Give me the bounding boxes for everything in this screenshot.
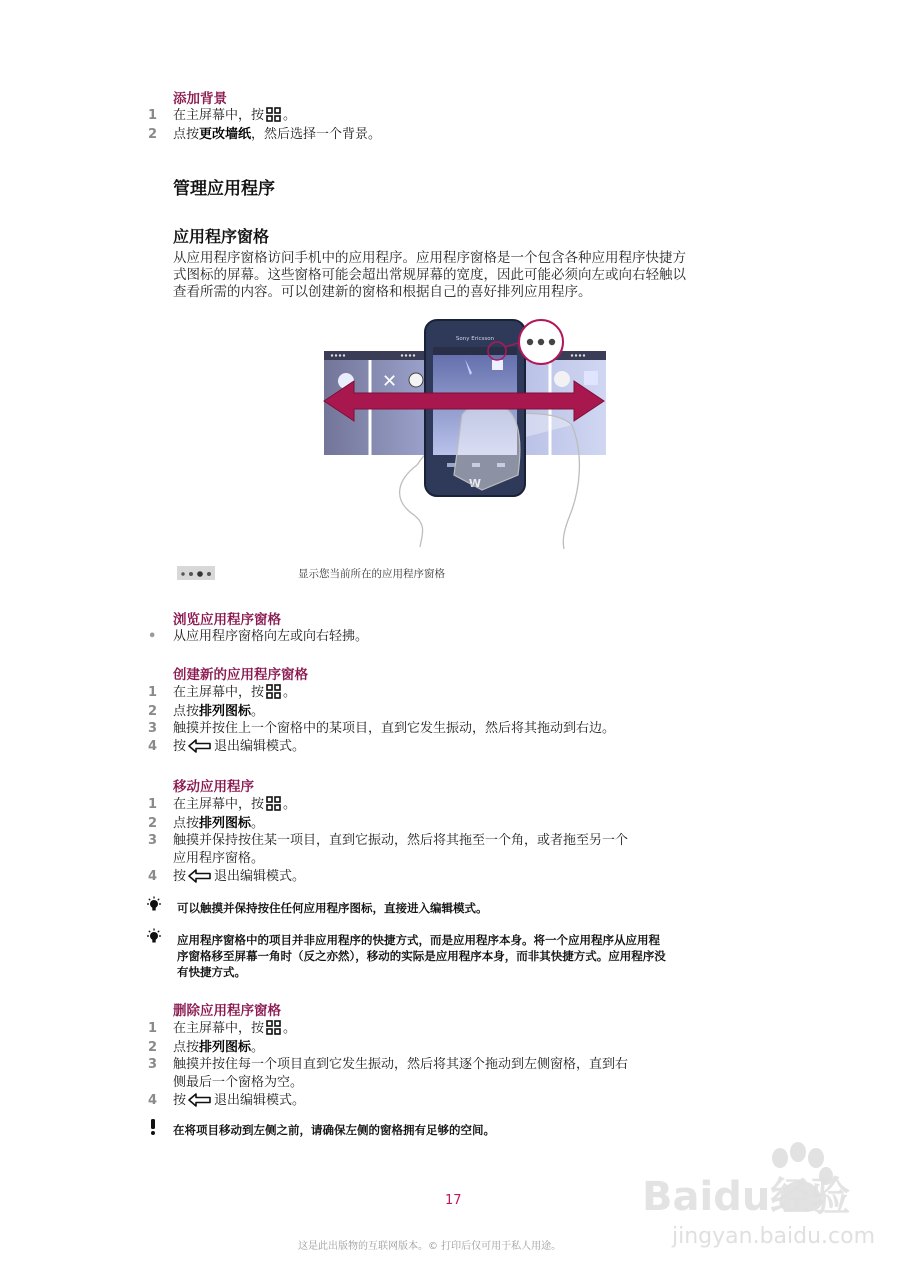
step-number: 3 (148, 833, 158, 848)
step-text: 点按排列图标。 (173, 1040, 265, 1055)
step-text: 点按排列图标。 (173, 816, 265, 831)
step-number: 1 (148, 1021, 158, 1036)
step-number: 2 (148, 1040, 158, 1055)
intro-paragraph: 从应用程序窗格访问手机中的应用程序。应用程序窗格是一个包含各种应用程序快捷方 式图标的屏幕。这些窗格可能会超出常规屏幕的宽度，因此可能必须向左或向右轻触以 查看所需的内容。可以创建新的窗格和根据自己的喜好排列应用程序。 (173, 250, 686, 300)
step-text: 触摸并保持按住某一项目，直到它振动，然后将其拖至一个角，或者拖至另一个 应用程序窗格。 (173, 833, 629, 866)
grid-menu-icon (266, 107, 281, 128)
ui-term: 排列图标 (199, 816, 252, 831)
chapter-title: 管理应用程序 (173, 179, 275, 199)
step-number: 1 (148, 797, 158, 812)
section-heading-move: 移动应用程序 (173, 779, 254, 795)
tip-text: 应用程序窗格中的项目并非应用程序的快捷方式，而是应用程序本身。将一个应用程序从应用程 序窗格移至屏幕一角时（反之亦然），移动的实际是应用程序本身，而非其快捷方式。应用程序没 有快捷方式。 (177, 933, 666, 979)
step-text: 在主屏幕中，按 。 (173, 684, 296, 705)
grid-menu-icon (266, 1020, 281, 1041)
phone-brand: Sony Ericsson (455, 336, 495, 342)
step-text: 点按排列图标。 (173, 704, 265, 719)
tip-lightbulb-icon (145, 896, 163, 918)
step-text: 按 退出编辑模式。 (173, 868, 305, 889)
section-heading-create: 创建新的应用程序窗格 (173, 667, 308, 683)
step-text: 在主屏幕中，按 。 (173, 796, 296, 817)
pane-indicator-icon (177, 566, 215, 580)
step-number: 3 (148, 721, 158, 736)
bullet-text: 从应用程序窗格向左或向右轻拂。 (173, 629, 369, 644)
tip-text: 可以触摸并保持按住任何应用程序图标，直接进入编辑模式。 (177, 901, 488, 915)
app-panes-illustration (322, 315, 607, 550)
warning-exclamation-icon (148, 1118, 158, 1140)
step-text: 在主屏幕中，按 。 (173, 1020, 296, 1041)
step-text: 按 退出编辑模式。 (173, 1092, 305, 1113)
baidu-watermark-logo (640, 1140, 890, 1265)
step-number: 4 (148, 1093, 158, 1108)
legend-caption: 显示您当前所在的应用程序窗格 (298, 568, 445, 580)
phone-logo: W (468, 477, 482, 490)
step-number: 2 (148, 816, 158, 831)
ui-term: 排列图标 (199, 1040, 252, 1055)
step-text: 点按更改墙纸，然后选择一个背景。 (173, 127, 382, 142)
back-arrow-icon (188, 1093, 212, 1113)
subchapter-title: 应用程序窗格 (173, 227, 270, 246)
grid-menu-icon (266, 684, 281, 705)
back-arrow-icon (188, 739, 212, 759)
footer-notice: 这是此出版物的互联网版本。© 打印后仅可用于私人用途。 (298, 1241, 562, 1252)
svg-text:✕: ✕ (382, 371, 398, 392)
section-heading-browse: 浏览应用程序窗格 (173, 612, 281, 628)
ui-term: 排列图标 (199, 704, 252, 719)
section-heading-add-background: 添加背景 (173, 91, 227, 107)
watermark-text: Baidu经验 (642, 1174, 851, 1220)
section-heading-delete: 删除应用程序窗格 (173, 1003, 281, 1019)
watermark-url: jingyan.baidu.com (672, 1224, 876, 1249)
page-number: 17 (445, 1193, 462, 1208)
warning-text: 在将项目移动到左侧之前，请确保左侧的窗格拥有足够的空间。 (173, 1123, 495, 1137)
step-number: 4 (148, 869, 158, 884)
step-number: 1 (148, 685, 158, 700)
step-number: 4 (148, 739, 158, 754)
ui-term: 更改墙纸 (199, 127, 252, 142)
step-number: 2 (148, 704, 158, 719)
back-arrow-icon (188, 869, 212, 889)
step-text: 在主屏幕中，按 。 (173, 107, 296, 128)
step-number: 1 (148, 108, 158, 123)
step-number: 2 (148, 127, 158, 142)
tip-lightbulb-icon (145, 928, 163, 950)
bullet-icon: • (148, 629, 157, 644)
step-number: 3 (148, 1057, 158, 1072)
grid-menu-icon (266, 796, 281, 817)
step-text: 触摸并按住每一个项目直到它发生振动，然后将其逐个拖动到左侧窗格，直到右 侧最后一个窗格为空。 (173, 1057, 629, 1090)
step-text: 触摸并按住上一个窗格中的某项目，直到它发生振动，然后将其拖动到右边。 (173, 721, 616, 736)
step-text: 按 退出编辑模式。 (173, 738, 305, 759)
